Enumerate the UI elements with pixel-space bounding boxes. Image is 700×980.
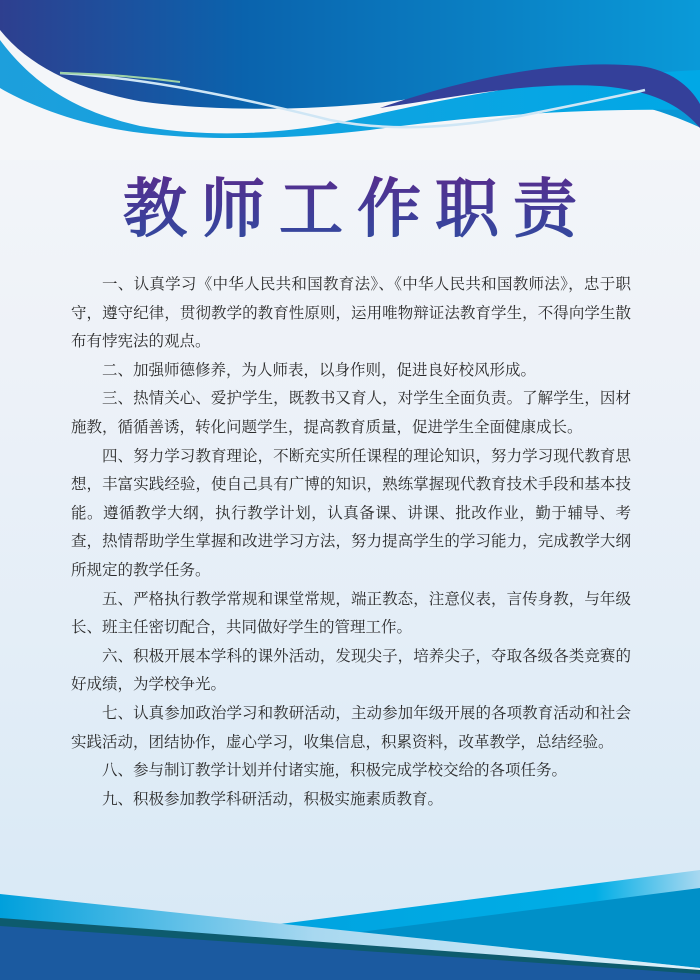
bottom-wave-decoration xyxy=(0,850,700,980)
duty-paragraph-9: 九、积极参加教学科研活动，积极实施素质教育。 xyxy=(102,789,444,808)
duty-paragraph-4: 四、努力学习教育理论，不断充实所任课程的理论知识，努力学习现代教育思想，丰富实践经验，使自己具有广博的知识，熟练掌握现代教育技术手段和基本技能。遵循教学大纲，执行教学计划，认真备课、讲课、批改作业，勤于辅导、考查，热情帮助学生掌握和改进学习方法，努力提高学生的学习能力，完成教学大纲所规定的教学任务。 xyxy=(71,446,631,579)
top-wave-decoration xyxy=(0,0,700,160)
duty-paragraph-5: 五、严格执行教学常规和课堂常规，端正教态，注意仪表，言传身教，与年级长、班主任密切配合，共同做好学生的管理工作。 xyxy=(71,589,631,637)
duty-paragraph-7: 七、认真参加政治学习和教研活动，主动参加年级开展的各项教育活动和社会实践活动，团结协作，虚心学习，收集信息，积累资料，改革教学，总结经验。 xyxy=(71,703,631,751)
duty-paragraph-8: 八、参与制订教学计划并付诸实施，积极完成学校交给的各项任务。 xyxy=(102,761,568,780)
page-title: 教师工作职责 xyxy=(0,168,700,252)
duties-content xyxy=(71,270,631,813)
duty-paragraph-2: 二、加强师德修养，为人师表，以身作则，促进良好校风形成。 xyxy=(102,360,537,379)
duty-paragraph-1: 一、认真学习《中华人民共和国教育法》、《中华人民共和国教师法》，忠于职守，遵守纪律，贯彻教学的教育性原则，运用唯物辩证法教育学生，不得向学生散布有悖宪法的观点。 xyxy=(71,275,631,351)
duty-paragraph-3: 三、热情关心、爱护学生，既教书又育人，对学生全面负责。了解学生，因材施教，循循善诱，转化问题学生，提高教育质量，促进学生全面健康成长。 xyxy=(71,389,631,436)
duty-paragraph-6: 六、积极开展本学科的课外活动，发现尖子，培养尖子，夺取各级各类竞赛的好成绩，为学校争光。 xyxy=(71,646,631,694)
